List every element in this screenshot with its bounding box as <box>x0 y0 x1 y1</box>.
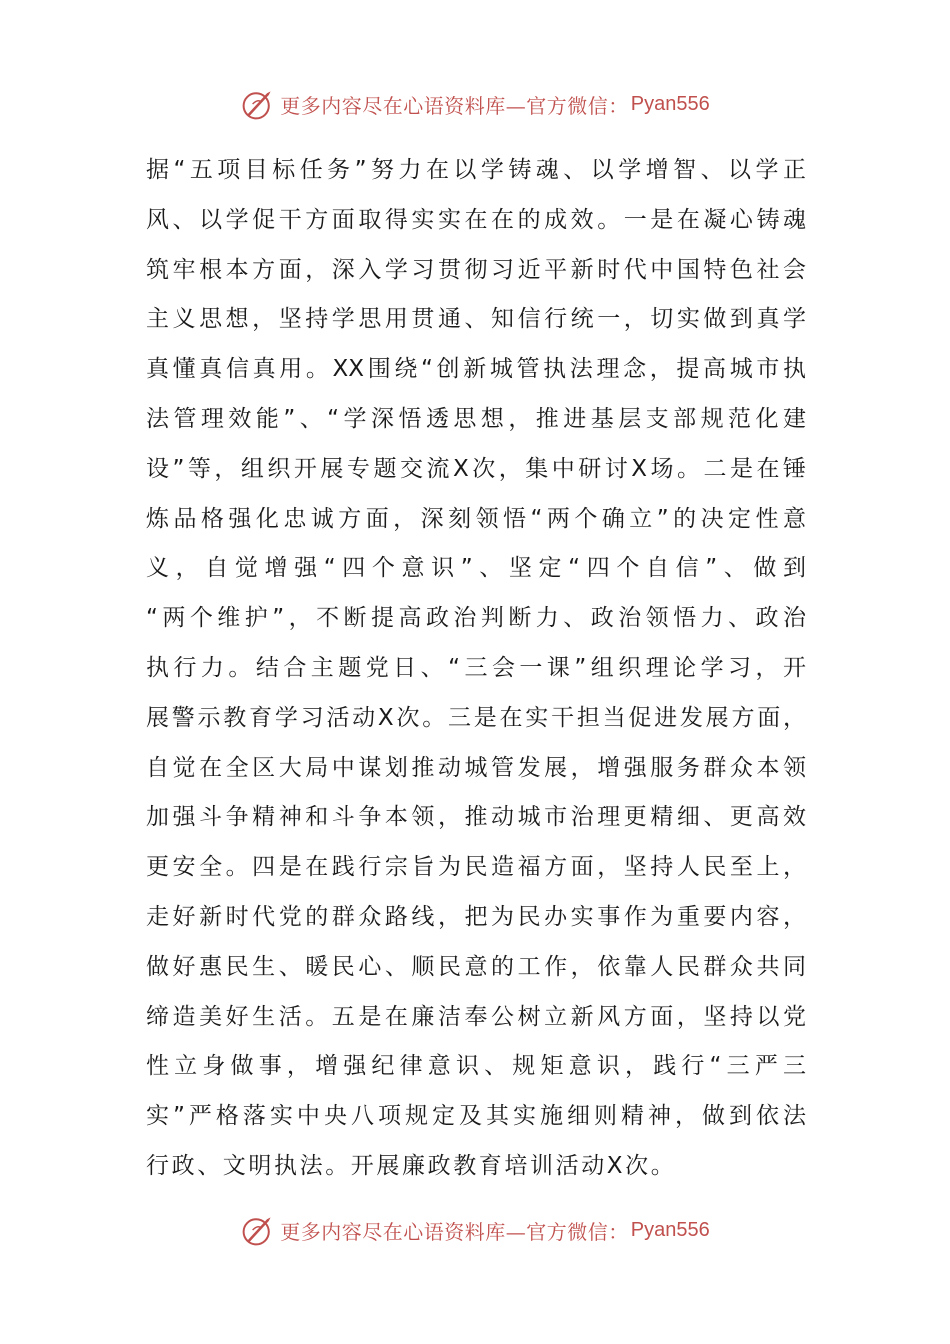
document-body <box>146 146 806 1192</box>
text-line: 法管理效能”、“学深悟透思想，推进基层支部规范化建 <box>146 405 806 432</box>
text-line: 走好新时代党的群众路线，把为民办实事作为重要内容， <box>146 903 806 930</box>
text-line: 设”等，组织开展专题交流X次，集中研讨X场。二是在锤 <box>146 455 806 482</box>
text-line: 筑牢根本方面，深入学习贯彻习近平新时代中国特色社会 <box>146 256 806 283</box>
text-line: “两个维护”，不断提高政治判断力、政治领悟力、政治 <box>146 605 806 632</box>
text-line: 展警示教育学习活动X次。三是在实干担当促进发展方面， <box>146 704 806 731</box>
watermark-text: 更多内容尽在心语资料库—官方微信： <box>280 93 629 118</box>
watermark-wechat-id: Pyan556 <box>630 1218 710 1241</box>
text-line: 义，自觉增强“四个意识”、坚定“四个自信”、做到 <box>146 555 806 582</box>
watermark-text: 更多内容尽在心语资料库—官方微信： <box>280 1219 629 1244</box>
text-line: 自觉在全区大局中谋划推动城管发展，增强服务群众本领 <box>146 754 806 781</box>
text-line: 真懂真信真用。XX围绕“创新城管执法理念，提高城市执 <box>146 356 806 383</box>
quill-pen-logo-icon <box>240 1212 276 1248</box>
text-line: 风、以学促干方面取得实实在在的成效。一是在凝心铸魂 <box>146 206 806 233</box>
text-line: 更安全。四是在践行宗旨为民造福方面，坚持人民至上， <box>146 854 806 881</box>
text-line: 实”严格落实中央八项规定及其实施细则精神，做到依法 <box>146 1103 806 1130</box>
quill-pen-logo-icon <box>240 86 276 122</box>
text-line: 炼品格强化忠诚方面，深刻领悟“两个确立”的决定性意 <box>146 505 806 532</box>
text-line: 加强斗争精神和斗争本领，推动城市治理更精细、更高效 <box>146 804 806 831</box>
text-line: 主义思想，坚持学思用贯通、知信行统一，切实做到真学 <box>146 306 806 333</box>
text-line: 性立身做事，增强纪律意识、规矩意识，践行“三严三 <box>146 1053 806 1080</box>
text-line: 做好惠民生、暖民心、顺民意的工作，依靠人民群众共同 <box>146 953 806 980</box>
text-line: 行政、文明执法。开展廉政教育培训活动X次。 <box>146 1152 677 1179</box>
footer-watermark <box>0 1208 950 1252</box>
text-line: 据“五项目标任务”努力在以学铸魂、以学增智、以学正 <box>146 157 806 183</box>
header-watermark <box>0 82 950 126</box>
text-line: 缔造美好生活。五是在廉洁奉公树立新风方面，坚持以党 <box>146 1003 806 1030</box>
text-line: 执行力。结合主题党日、“三会一课”组织理论学习，开 <box>146 654 806 681</box>
watermark-wechat-id: Pyan556 <box>630 92 710 115</box>
